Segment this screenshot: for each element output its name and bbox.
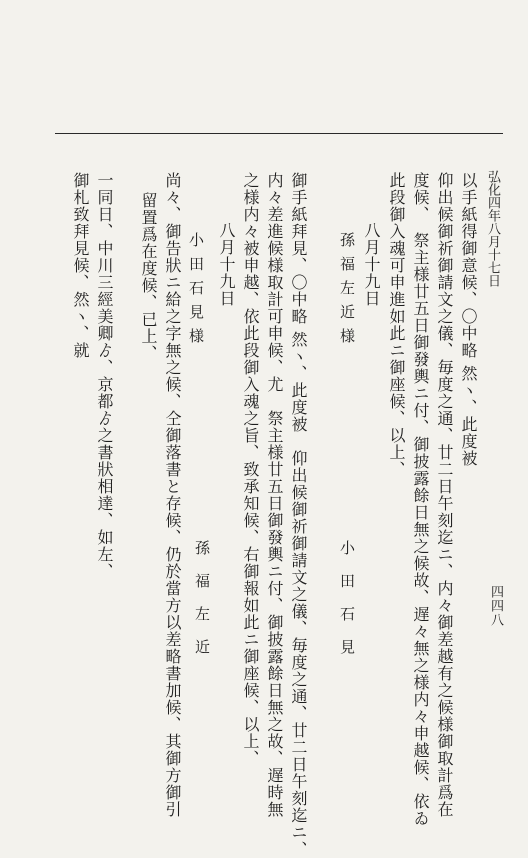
text-column: 以手紙得御意候、〇中略 然ヽ、此度被: [459, 172, 478, 468]
text-column: 仰出候御祈御請文之儀、毎度之通、廿二日午刻迄ニ、内々御差越有之候様御取計爲在: [435, 172, 454, 818]
page-number: 四四八: [488, 585, 503, 627]
text-column: 度候、 祭主様廿五日御發輿ニ付、御披露餘日無之候故、遅々無之様内々申越候、依ゐ: [411, 172, 430, 827]
signatory: 孫福左近: [193, 540, 211, 672]
addressee: 孫福左近様: [338, 232, 356, 352]
text-column: 留置爲在度候、已上、: [139, 192, 158, 362]
signatory: 小田石見: [338, 540, 356, 672]
text-column: 御手紙拜見、〇中略 然ヽ、此度被 仰出候御祈御請文之儀、毎度之通、廿二日午刻迄ニ、: [289, 172, 308, 858]
text-column-date: 八月十九日: [217, 222, 236, 307]
text-column: 此段御入魂可申進如此ニ御座候、以上、: [387, 172, 406, 478]
text-column: 内々差進候様取計可申候、尤 祭主様廿五日御發輿ニ付、御披露餘日無之故、遅時無: [265, 172, 284, 818]
text-column: 一同日、中川三經美卿ゟ、京都ゟ之書狀相達、如左、: [95, 172, 114, 580]
header-rule: [55, 133, 503, 134]
date-heading: 弘化四年八月十七日: [485, 170, 500, 287]
text-column: 尚々、御告狀ニ給之字無之候、仝御落書と存候、仍於當方以差略書加候、其御方御引: [163, 172, 182, 818]
text-column: 御札致拜見候、然ヽ、就: [71, 172, 90, 359]
text-column: 之様内々被申越、依此段御入魂之旨、致承知候、右御報如此ニ御座候、以上、: [241, 172, 260, 767]
text-column-date: 八月十九日: [362, 222, 381, 307]
addressee: 小田石見様: [187, 232, 205, 352]
